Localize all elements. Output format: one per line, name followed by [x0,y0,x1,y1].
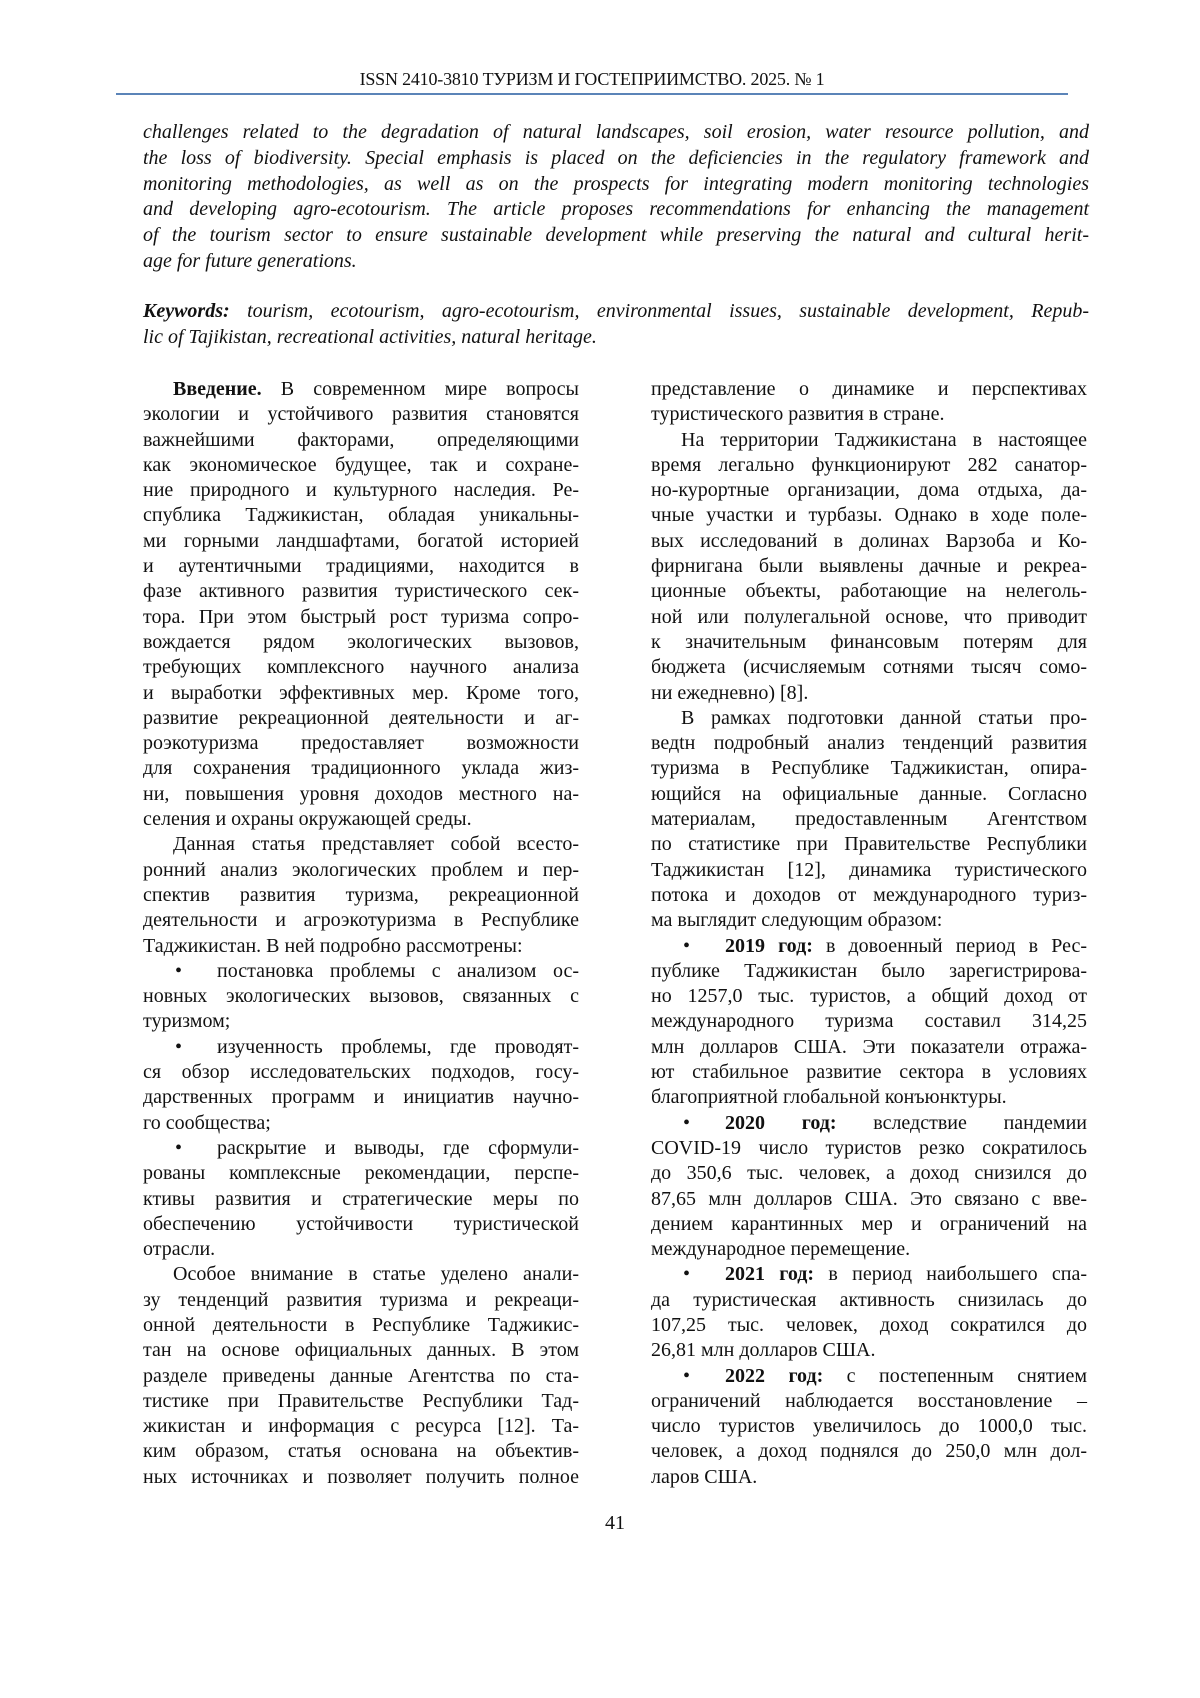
bullet-icon: • [651,1111,725,1136]
page-number: 41 [0,1512,1200,1535]
line-text [725,1364,1087,1389]
line-text: постановка проблемы с анализом ос- [217,959,579,984]
line-text [725,1262,1087,1287]
text-line: ционные объекты, работающие на нелеголь- [651,579,1087,604]
text-line: зу тенденций развития туризма и рекреаци- [143,1288,579,1313]
paragraph [651,706,1087,934]
text-line: селения и охраны окружающей среды. [143,807,579,832]
bullet-item [651,1111,1087,1263]
text-line: для сохранения традиционного уклада жиз- [143,756,579,781]
running-header: ISSN 2410-3810 ТУРИЗМ И ГОСТЕПРИИМСТВО. 2025. № 1 [116,69,1068,90]
text-line: спектив развития туризма, рекреационной [143,883,579,908]
text-line: отрасли. [143,1237,579,1262]
text-line: чные участки и турбазы. Однако в ходе поле- [651,503,1087,528]
text-line: человек, а доход поднялся до 250,0 млн дол- [651,1439,1087,1464]
abstract-line: challenges related to the degradation of natural landscapes, soil erosion, water resource pollution, and [143,120,1089,146]
line-text: в период наибольшего спа- [814,1263,1087,1285]
header-rule [116,93,1068,95]
text-line: онной деятельности в Республике Таджикис- [143,1313,579,1338]
text-line: благоприятной глобальной конъюнктуры. [651,1085,1087,1110]
text-line: бюджета (исчисляемым сотнями тысяч сомо- [651,655,1087,680]
right-column [651,377,1087,1490]
text-line: фирнигана были выявлены дачные и рекреа- [651,554,1087,579]
bullet-item [651,1262,1087,1363]
text-line: дением карантинных мер и ограничений на [651,1212,1087,1237]
text-line: требующих комплексного научного анализа [143,655,579,680]
bold-lead: 2021 год: [725,1263,814,1285]
text-line: материалам, предоставленным Агентством [651,807,1087,832]
bullet-item [651,1364,1087,1490]
text-line: Таджикистан. В ней подробно рассмотрены: [143,934,579,959]
text-line: новных экологических вызовов, связанных с [143,984,579,1009]
line-text: раскрытие и выводы, где сформули- [217,1136,579,1161]
text-line: туризмом; [143,1009,579,1034]
text-line: время легально функционируют 282 санатор- [651,453,1087,478]
text-line [143,959,579,984]
paragraph [651,377,1087,428]
text-line: потока и доходов от международного туриз- [651,883,1087,908]
text-line: тан на основе официальных данных. В этом [143,1338,579,1363]
abstract-line: of the tourism sector to ensure sustainable development while preserving the natural and cultural herit- [143,223,1089,249]
text-line: ма выглядит следующим образом: [651,908,1087,933]
bullet-item [143,959,579,1035]
text-line: до 350,6 тыс. человек, а доход снизился до [651,1161,1087,1186]
text-line: ограничений наблюдается восстановление – [651,1389,1087,1414]
abstract-line: monitoring methodologies, as well as on the prospects for integrating modern monitoring technologies [143,172,1089,198]
keywords-line [143,299,1089,325]
line-text: в довоенный период в Рес- [813,935,1087,957]
text-line: деятельности и агроэкотуризма в Республике [143,908,579,933]
text-line: ведtн подробный анализ тенденций развития [651,731,1087,756]
text-line: COVID-19 число туристов резко сократилось [651,1136,1087,1161]
text-line: но-курортные организации, дома отдыха, да- [651,478,1087,503]
text-line: ние природного и культурного наследия. Ре- [143,478,579,503]
bullet-icon: • [143,959,217,984]
text-line: ни ежедневно) [8]. [651,681,1087,706]
text-line: тора. При этом быстрый рост туризма сопро- [143,605,579,630]
keywords-label: Keywords: [143,300,230,322]
text-line: ся обзор исследовательских подходов, госу- [143,1060,579,1085]
abstract-line: age for future generations. [143,249,1089,275]
text-line [143,1136,579,1161]
text-line: 26,81 млн долларов США. [651,1338,1087,1363]
text-line: публике Таджикистан было зарегистрирова- [651,959,1087,984]
text-line: ют стабильное развитие сектора в условиях [651,1060,1087,1085]
bullet-icon: • [651,934,725,959]
bullet-item [651,934,1087,1111]
line-text: В современном мире вопросы [262,378,579,400]
text-line: ким образом, статья основана на объектив- [143,1439,579,1464]
line-text: с постепенным снятием [823,1365,1087,1387]
text-line: тистике при Правительстве Республики Тад- [143,1389,579,1414]
text-line: фазе активного развития туристического сек- [143,579,579,604]
abstract [143,120,1089,275]
line-text [725,934,1087,959]
text-line: международного туризма составил 314,25 [651,1009,1087,1034]
text-line [651,1111,1087,1136]
text-line: Особое внимание в статье уделено анали- [143,1262,579,1287]
text-line: туризма в Республике Таджикистан, опира- [651,756,1087,781]
text-line: обеспечению устойчивости туристической [143,1212,579,1237]
bullet-item [143,1035,579,1136]
text-line [651,1262,1087,1287]
text-line: В рамках подготовки данной статьи про- [651,706,1087,731]
text-line: Таджикистан [12], динамика туристического [651,858,1087,883]
text-line: 107,25 тыс. человек, доход сократился до [651,1313,1087,1338]
bold-lead: 2022 год: [725,1365,823,1387]
abstract-line: and developing agro-ecotourism. The article proposes recommendations for enhancing the management [143,197,1089,223]
text-line [651,934,1087,959]
text-line: разделе приведены данные Агентства по ста- [143,1364,579,1389]
bullet-icon: • [651,1364,725,1389]
text-line: да туристическая активность снизилась до [651,1288,1087,1313]
text-line: дарственных программ и инициатив научно- [143,1085,579,1110]
bold-lead: 2020 год: [725,1112,837,1134]
text-line: но 1257,0 тыс. туристов, а общий доход от [651,984,1087,1009]
text-line: туристического развития в стране. [651,402,1087,427]
text-line: 87,65 млн долларов США. Это связано с вве- [651,1187,1087,1212]
text-line: как экономическое будущее, так и сохране- [143,453,579,478]
paragraph [143,377,579,832]
paragraph [651,428,1087,706]
text-line: и аутентичными традициями, находится в [143,554,579,579]
text-line [143,1035,579,1060]
bold-lead: Введение. [173,378,262,400]
bold-lead: 2019 год: [725,935,813,957]
text-line: ных источниках и позволяет получить полное [143,1465,579,1490]
text-line: число туристов увеличилось до 1000,0 тыс. [651,1414,1087,1439]
line-text: вследствие пандемии [837,1112,1087,1134]
text-line: ной или полулегальной основе, что приводит [651,605,1087,630]
keywords-line: lic of Tajikistan, recreational activities, natural heritage. [143,325,1089,351]
text-line [143,377,579,402]
text-line: ми горными ландшафтами, богатой историей [143,529,579,554]
text-line [651,1364,1087,1389]
text-line: ронний анализ экологических проблем и пер- [143,858,579,883]
text-line: к значительным финансовым потерям для [651,630,1087,655]
text-line: спублика Таджикистан, обладая уникальны- [143,503,579,528]
text-line: развитие рекреационной деятельности и аг- [143,706,579,731]
keywords-text: tourism, ecotourism, agro-ecotourism, environmental issues, sustainable development, Repub- [230,300,1089,322]
bullet-icon: • [143,1136,217,1161]
text-line: представление о динамике и перспективах [651,377,1087,402]
text-line: жикистан и информация с ресурса [12]. Та- [143,1414,579,1439]
text-line: На территории Таджикистана в настоящее [651,428,1087,453]
bullet-item [143,1136,579,1262]
line-text [725,1111,1087,1136]
text-line: вождается рядом экологических вызовов, [143,630,579,655]
bullet-icon: • [651,1262,725,1287]
text-line: ни, повышения уровня доходов местного на- [143,782,579,807]
text-line: роэкотуризма предоставляет возможности [143,731,579,756]
paragraph [143,1262,579,1490]
text-line: по статистике при Правительстве Республики [651,832,1087,857]
text-line: ющийся на официальные данные. Согласно [651,782,1087,807]
text-line: и выработки эффективных мер. Кроме того, [143,681,579,706]
text-line: рованы комплексные рекомендации, перспе- [143,1161,579,1186]
paragraph [143,832,579,958]
text-line: вых исследований в долинах Варзоба и Ко- [651,529,1087,554]
left-column [143,377,579,1490]
text-line: ларов США. [651,1465,1087,1490]
text-line: экологии и устойчивого развития становятся [143,402,579,427]
line-text: изученность проблемы, где проводят- [217,1035,579,1060]
text-line: млн долларов США. Эти показатели отража- [651,1035,1087,1060]
text-line: го сообщества; [143,1111,579,1136]
bullet-icon: • [143,1035,217,1060]
keywords [143,299,1089,351]
text-line: ктивы развития и стратегические меры по [143,1187,579,1212]
text-line: Данная статья представляет собой всесто- [143,832,579,857]
text-line: международное перемещение. [651,1237,1087,1262]
abstract-line: the loss of biodiversity. Special emphasis is placed on the deficiencies in the regulatory framework and [143,146,1089,172]
text-line: важнейшими факторами, определяющими [143,428,579,453]
